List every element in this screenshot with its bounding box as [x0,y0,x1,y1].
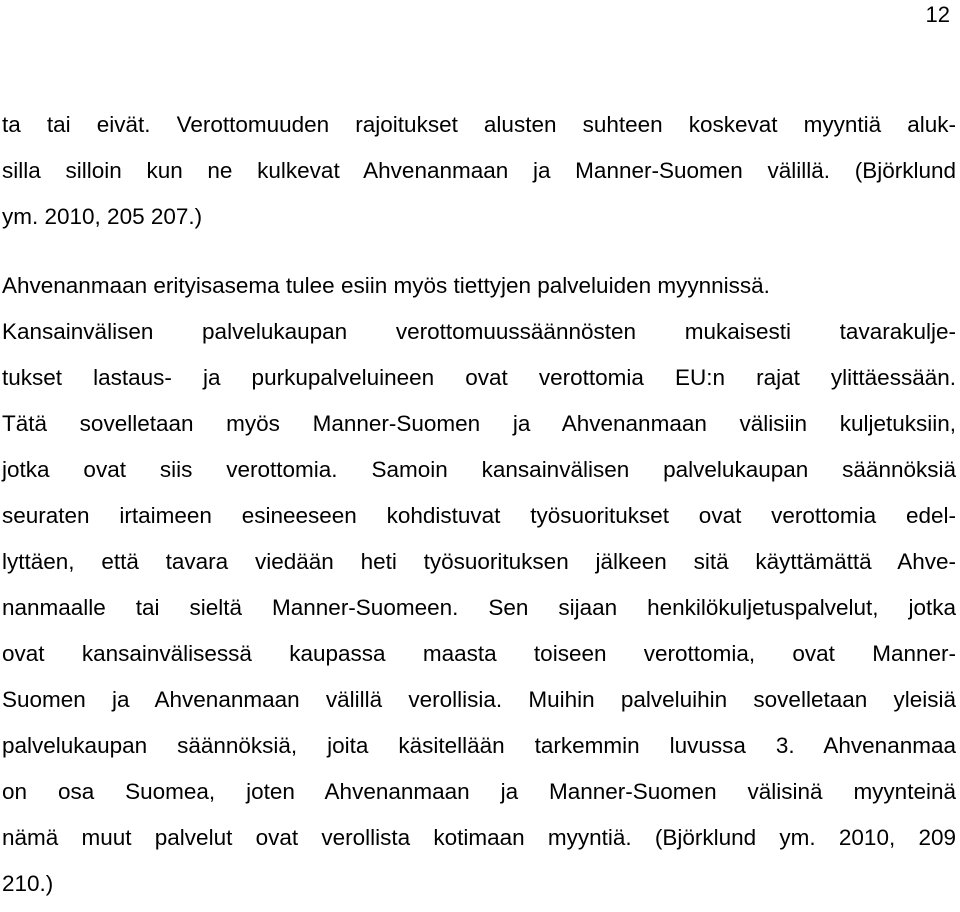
text-line: nanmaalle tai sieltä Manner-Suomeen. Sen sijaan henkilökuljetuspalvelut, jotka [2,595,956,620]
text-line: palvelukaupan säännöksiä, joita käsitellään tarkemmin luvussa 3. Ahvenanmaa [2,733,956,758]
text-line: ovat kansainvälisessä kaupassa maasta toiseen verottomia, ovat Manner- [2,641,956,666]
text-line: 210.) [2,871,54,896]
text-line: silla silloin kun ne kulkevat Ahvenanmaan ja Manner-Suomen välillä. (Björklund [2,158,956,183]
text-line: ym. 2010, 205 207.) [2,204,203,229]
text-line: Kansainvälisen palvelukaupan verottomuussäännösten mukaisesti tavarakulje- [2,319,956,344]
paragraph-palvelut [2,263,956,907]
text-line: nämä muut palvelut ovat verollista kotimaan myyntiä. (Björklund ym. 2010, 209 [2,825,956,850]
text-line: Tätä sovelletaan myös Manner-Suomen ja Ahvenanmaan välisiin kuljetuksiin, [2,411,956,436]
text-line: Suomen ja Ahvenanmaan välillä verollisia. Muihin palveluihin sovelletaan yleisiä [2,687,956,712]
text-line: tukset lastaus- ja purkupalveluineen ovat verottomia EU:n rajat ylittäessään. [2,365,956,390]
text-line: seuraten irtaimeen esineeseen kohdistuvat työsuoritukset ovat verottomia edel- [2,503,956,528]
paragraph-aluskauppa [2,102,956,240]
text-line: jotka ovat siis verottomia. Samoin kansainvälisen palvelukaupan säännöksiä [2,457,956,482]
text-line: Ahvenanmaan erityisasema tulee esiin myös tiettyjen palveluiden myynnissä. [2,273,770,298]
page-number: 12 [925,2,950,27]
text-line: on osa Suomea, joten Ahvenanmaan ja Manner-Suomen välisinä myynteinä [2,779,956,804]
text-line: lyttäen, että tavara viedään heti työsuorituksen jälkeen sitä käyttämättä Ahve- [2,549,956,574]
text-line: ta tai eivät. Verottomuuden rajoitukset alusten suhteen koskevat myyntiä aluk- [2,112,956,137]
